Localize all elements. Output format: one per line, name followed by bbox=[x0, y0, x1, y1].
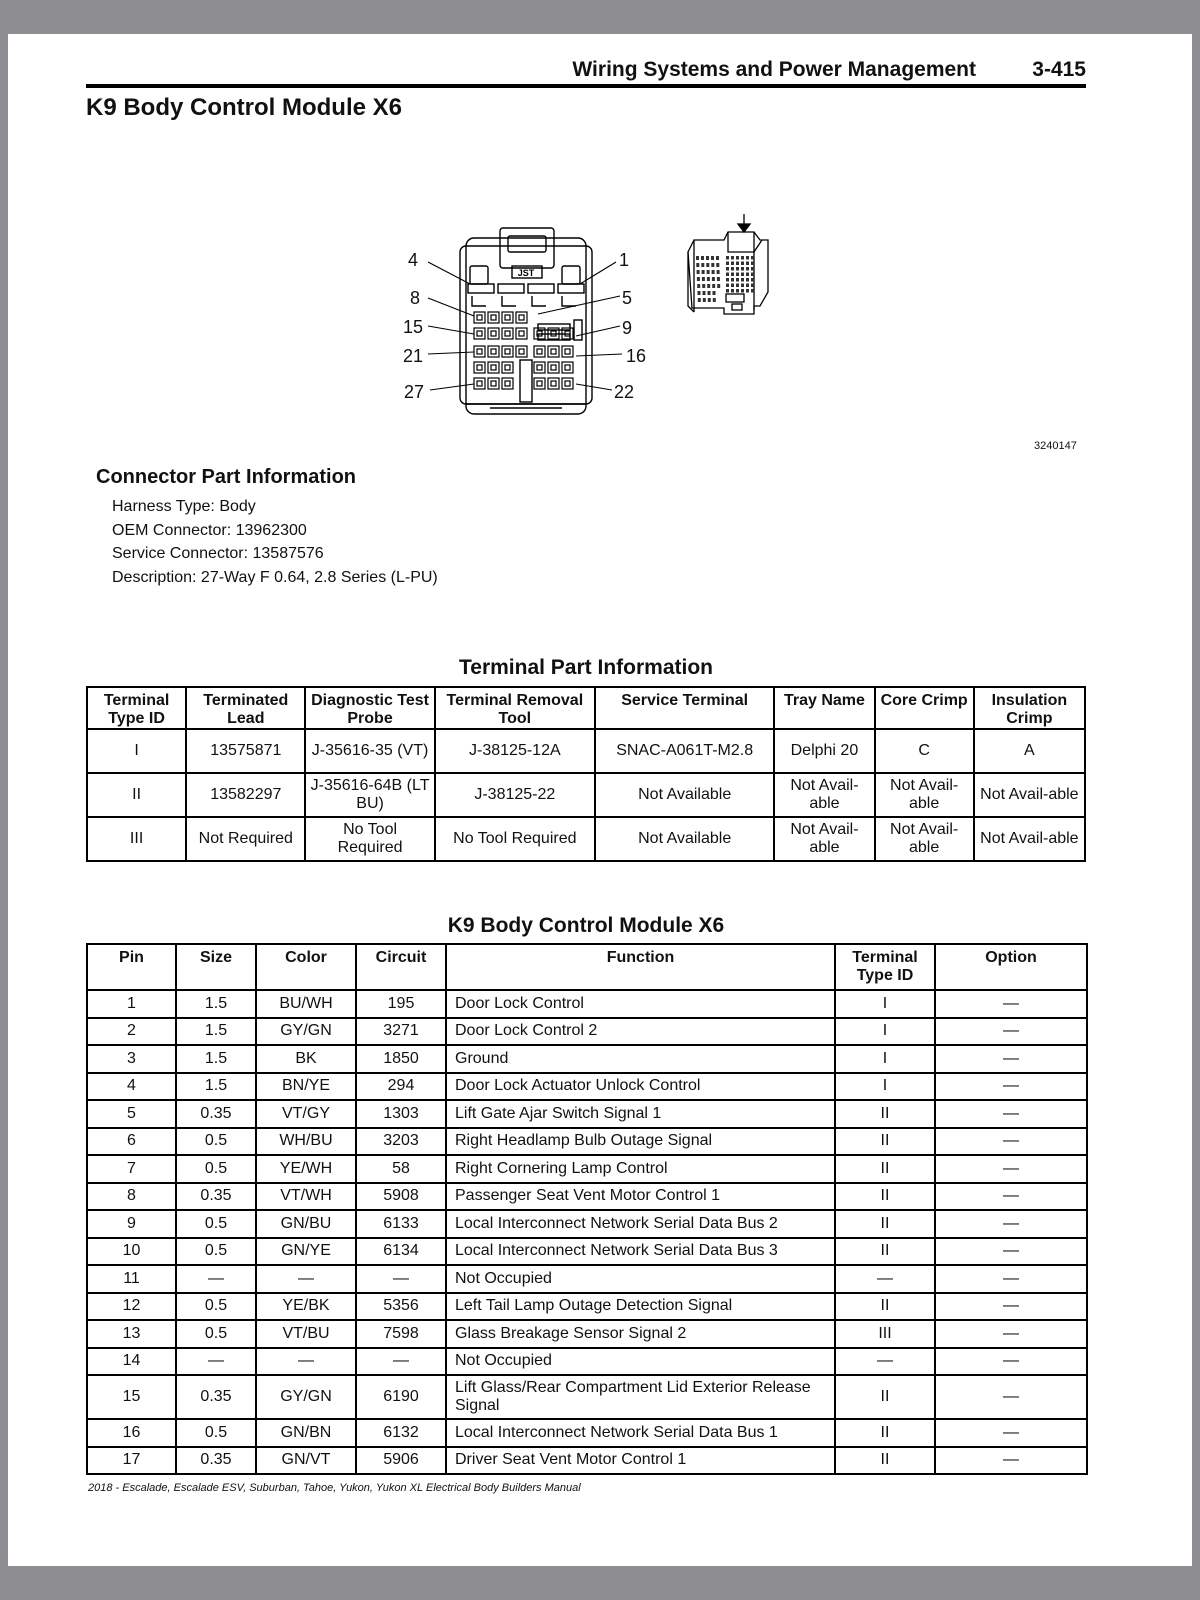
table-cell: II bbox=[835, 1375, 935, 1419]
column-header: Tray Name bbox=[774, 687, 874, 729]
table-cell: — bbox=[256, 1265, 356, 1293]
table-cell: Not Avail-able bbox=[875, 817, 974, 861]
table-cell: 0.5 bbox=[176, 1419, 256, 1447]
page-footer: 2018 - Escalade, Escalade ESV, Suburban, Tahoe, Yukon, Yukon XL Electrical Body Builders Manual bbox=[88, 1482, 581, 1494]
table-cell: Not Avail-able bbox=[875, 773, 974, 817]
table-row bbox=[87, 1183, 1087, 1211]
table-cell: — bbox=[935, 1018, 1087, 1046]
table-cell: 7 bbox=[87, 1155, 176, 1183]
harness-type: Harness Type: Body bbox=[112, 498, 256, 515]
table-cell: II bbox=[835, 1183, 935, 1211]
leader-lines bbox=[428, 262, 622, 390]
table-cell: GN/VT bbox=[256, 1447, 356, 1475]
table-cell: 13 bbox=[87, 1320, 176, 1348]
table-cell: II bbox=[87, 773, 186, 817]
table-cell: Not Required bbox=[186, 817, 305, 861]
table-cell: J-38125-22 bbox=[435, 773, 595, 817]
table-cell: I bbox=[835, 1018, 935, 1046]
table-cell: — bbox=[835, 1265, 935, 1293]
terminal-part-table bbox=[86, 686, 1086, 862]
table-cell: 11 bbox=[87, 1265, 176, 1293]
pin-label-22: 22 bbox=[614, 382, 635, 402]
table-cell: 12 bbox=[87, 1293, 176, 1321]
table-cell: Left Tail Lamp Outage Detection Signal bbox=[446, 1293, 835, 1321]
table-cell: Not Occupied bbox=[446, 1265, 835, 1293]
table-cell: GN/YE bbox=[256, 1238, 356, 1266]
table-cell: III bbox=[87, 817, 186, 861]
table-cell: 1.5 bbox=[176, 1045, 256, 1073]
table-cell: BU/WH bbox=[256, 990, 356, 1018]
table-cell: Local Interconnect Network Serial Data Bus 3 bbox=[446, 1238, 835, 1266]
connector-info-title: Connector Part Information bbox=[96, 466, 357, 488]
table-cell: II bbox=[835, 1128, 935, 1156]
table-row bbox=[87, 990, 1087, 1018]
column-header: Insulation Crimp bbox=[974, 687, 1085, 729]
table-cell: — bbox=[935, 1128, 1087, 1156]
table-cell: 6134 bbox=[356, 1238, 446, 1266]
perspective-cavities bbox=[696, 256, 754, 302]
table-row bbox=[87, 1320, 1087, 1348]
table-cell: 195 bbox=[356, 990, 446, 1018]
table-cell: 0.5 bbox=[176, 1238, 256, 1266]
table-cell: No Tool Required bbox=[435, 817, 595, 861]
column-header: Terminal Type ID bbox=[835, 944, 935, 990]
table-cell: II bbox=[835, 1100, 935, 1128]
table-cell: Not Avail-able bbox=[974, 817, 1085, 861]
table-cell: II bbox=[835, 1293, 935, 1321]
table-row bbox=[87, 1375, 1087, 1419]
table-cell: GY/GN bbox=[256, 1018, 356, 1046]
column-header: Diagnostic Test Probe bbox=[305, 687, 434, 729]
table-cell: 0.5 bbox=[176, 1320, 256, 1348]
table-cell: — bbox=[935, 1447, 1087, 1475]
table-cell: 1.5 bbox=[176, 1018, 256, 1046]
section-title: Wiring Systems and Power Management bbox=[572, 58, 976, 81]
table-cell: 3271 bbox=[356, 1018, 446, 1046]
table-cell: I bbox=[835, 990, 935, 1018]
figure-id: 3240147 bbox=[1034, 440, 1077, 452]
table-cell: BK bbox=[256, 1045, 356, 1073]
table-cell: 4 bbox=[87, 1073, 176, 1101]
table-cell: YE/BK bbox=[256, 1293, 356, 1321]
table-cell: Not Available bbox=[595, 773, 774, 817]
connector-diagram bbox=[390, 176, 810, 436]
table-cell: VT/BU bbox=[256, 1320, 356, 1348]
table-cell: C bbox=[875, 729, 974, 773]
table-cell: J-35616-35 (VT) bbox=[305, 729, 434, 773]
terminal-table-title: Terminal Part Information bbox=[459, 656, 713, 679]
table-cell: 14 bbox=[87, 1348, 176, 1376]
table-row bbox=[87, 1293, 1087, 1321]
table-cell: 5908 bbox=[356, 1183, 446, 1211]
pin-label-16: 16 bbox=[626, 346, 647, 366]
table-cell: Door Lock Control 2 bbox=[446, 1018, 835, 1046]
table-cell: 1.5 bbox=[176, 990, 256, 1018]
column-header: Pin bbox=[87, 944, 176, 990]
table-cell: 8 bbox=[87, 1183, 176, 1211]
table-row bbox=[87, 1155, 1087, 1183]
pin-table bbox=[86, 943, 1088, 1475]
table-cell: 0.5 bbox=[176, 1293, 256, 1321]
table-cell: 1.5 bbox=[176, 1073, 256, 1101]
table-cell: Door Lock Actuator Unlock Control bbox=[446, 1073, 835, 1101]
table-cell: — bbox=[935, 990, 1087, 1018]
table-cell: 13575871 bbox=[186, 729, 305, 773]
table-cell: — bbox=[935, 1073, 1087, 1101]
table-cell: Right Headlamp Bulb Outage Signal bbox=[446, 1128, 835, 1156]
pin-label-4: 4 bbox=[408, 250, 419, 270]
table-row bbox=[87, 1100, 1087, 1128]
table-cell: — bbox=[935, 1419, 1087, 1447]
table-cell: Not Occupied bbox=[446, 1348, 835, 1376]
pin-label-21: 21 bbox=[403, 346, 424, 366]
table-cell: — bbox=[356, 1348, 446, 1376]
table-cell: II bbox=[835, 1447, 935, 1475]
table-cell: — bbox=[935, 1293, 1087, 1321]
table-cell: 1 bbox=[87, 990, 176, 1018]
table-cell: GN/BN bbox=[256, 1419, 356, 1447]
column-header: Service Terminal bbox=[595, 687, 774, 729]
table-cell: Ground bbox=[446, 1045, 835, 1073]
table-cell: VT/WH bbox=[256, 1183, 356, 1211]
column-header: Core Crimp bbox=[875, 687, 974, 729]
table-cell: SNAC-A061T-M2.8 bbox=[595, 729, 774, 773]
table-cell: 15 bbox=[87, 1375, 176, 1419]
table-cell: Lift Glass/Rear Compartment Lid Exterior Release Signal bbox=[446, 1375, 835, 1419]
table-row bbox=[87, 773, 1085, 817]
table-cell: Local Interconnect Network Serial Data Bus 1 bbox=[446, 1419, 835, 1447]
page-number: 3-415 bbox=[1032, 58, 1086, 81]
table-row bbox=[87, 1238, 1087, 1266]
table-cell: — bbox=[935, 1348, 1087, 1376]
table-cell: Lift Gate Ajar Switch Signal 1 bbox=[446, 1100, 835, 1128]
table-cell: Local Interconnect Network Serial Data Bus 2 bbox=[446, 1210, 835, 1238]
table-cell: 0.35 bbox=[176, 1183, 256, 1211]
table-cell: — bbox=[935, 1375, 1087, 1419]
table-cell: 2 bbox=[87, 1018, 176, 1046]
connector-description: Description: 27-Way F 0.64, 2.8 Series (L-PU) bbox=[112, 568, 438, 586]
pin-label-15: 15 bbox=[403, 317, 424, 337]
column-header: Terminal Removal Tool bbox=[435, 687, 595, 729]
table-cell: I bbox=[87, 729, 186, 773]
pin-label-1: 1 bbox=[619, 250, 630, 270]
pin-label-27: 27 bbox=[404, 382, 425, 402]
table-cell: 9 bbox=[87, 1210, 176, 1238]
column-header: Color bbox=[256, 944, 356, 990]
pin-label-9: 9 bbox=[622, 318, 633, 338]
table-cell: — bbox=[935, 1210, 1087, 1238]
table-cell: 16 bbox=[87, 1419, 176, 1447]
table-cell: I bbox=[835, 1073, 935, 1101]
table-cell: 5906 bbox=[356, 1447, 446, 1475]
table-row bbox=[87, 1447, 1087, 1475]
terminal-table-header bbox=[87, 687, 1085, 729]
table-cell: 5356 bbox=[356, 1293, 446, 1321]
table-cell: Not Avail-able bbox=[774, 773, 874, 817]
table-cell: 1303 bbox=[356, 1100, 446, 1128]
table-row bbox=[87, 1073, 1087, 1101]
table-cell: Delphi 20 bbox=[774, 729, 874, 773]
table-cell: — bbox=[935, 1183, 1087, 1211]
table-cell: Not Avail-able bbox=[974, 773, 1085, 817]
table-row bbox=[87, 729, 1085, 773]
table-cell: 3203 bbox=[356, 1128, 446, 1156]
table-cell: — bbox=[935, 1045, 1087, 1073]
table-cell: Right Cornering Lamp Control bbox=[446, 1155, 835, 1183]
table-row bbox=[87, 817, 1085, 861]
column-header: Function bbox=[446, 944, 835, 990]
table-cell: II bbox=[835, 1155, 935, 1183]
table-cell: 0.5 bbox=[176, 1155, 256, 1183]
table-cell: 13582297 bbox=[186, 773, 305, 817]
table-cell: — bbox=[176, 1348, 256, 1376]
table-cell: Door Lock Control bbox=[446, 990, 835, 1018]
table-cell: III bbox=[835, 1320, 935, 1348]
service-connector: Service Connector: 13587576 bbox=[112, 545, 324, 562]
column-header: Size bbox=[176, 944, 256, 990]
table-cell: J-35616-64B (LT BU) bbox=[305, 773, 434, 817]
table-cell: Driver Seat Vent Motor Control 1 bbox=[446, 1447, 835, 1475]
table-cell: II bbox=[835, 1210, 935, 1238]
oem-connector: OEM Connector: 13962300 bbox=[112, 521, 307, 539]
table-row bbox=[87, 1045, 1087, 1073]
table-cell: Passenger Seat Vent Motor Control 1 bbox=[446, 1183, 835, 1211]
table-cell: — bbox=[935, 1100, 1087, 1128]
table-cell: 0.5 bbox=[176, 1210, 256, 1238]
table-row bbox=[87, 1210, 1087, 1238]
pin-table-header bbox=[87, 944, 1087, 990]
table-cell: Not Available bbox=[595, 817, 774, 861]
table-cell: — bbox=[356, 1265, 446, 1293]
table-cell: — bbox=[835, 1348, 935, 1376]
table-row bbox=[87, 1265, 1087, 1293]
table-cell: YE/WH bbox=[256, 1155, 356, 1183]
table-cell: 17 bbox=[87, 1447, 176, 1475]
table-cell: — bbox=[935, 1320, 1087, 1348]
table-cell: 6 bbox=[87, 1128, 176, 1156]
table-cell: Glass Breakage Sensor Signal 2 bbox=[446, 1320, 835, 1348]
page-title: K9 Body Control Module X6 bbox=[86, 94, 403, 121]
page-header bbox=[86, 56, 1086, 88]
table-cell: 0.5 bbox=[176, 1128, 256, 1156]
table-cell: 294 bbox=[356, 1073, 446, 1101]
pin-label-8: 8 bbox=[410, 288, 421, 308]
pin-table-title: K9 Body Control Module X6 bbox=[447, 914, 725, 937]
table-cell: 6132 bbox=[356, 1419, 446, 1447]
table-cell: Not Avail-able bbox=[774, 817, 874, 861]
table-cell: 10 bbox=[87, 1238, 176, 1266]
brand-mark: JST bbox=[517, 268, 535, 278]
table-cell: 0.35 bbox=[176, 1375, 256, 1419]
table-cell: II bbox=[835, 1238, 935, 1266]
table-row bbox=[87, 1018, 1087, 1046]
table-cell: 0.35 bbox=[176, 1100, 256, 1128]
table-cell: GY/GN bbox=[256, 1375, 356, 1419]
table-cell: 6133 bbox=[356, 1210, 446, 1238]
table-cell: 5 bbox=[87, 1100, 176, 1128]
table-cell: II bbox=[835, 1419, 935, 1447]
table-cell: 0.35 bbox=[176, 1447, 256, 1475]
column-header: Circuit bbox=[356, 944, 446, 990]
table-cell: BN/YE bbox=[256, 1073, 356, 1101]
table-cell: — bbox=[935, 1238, 1087, 1266]
table-cell: VT/GY bbox=[256, 1100, 356, 1128]
table-cell: 6190 bbox=[356, 1375, 446, 1419]
column-header: Option bbox=[935, 944, 1087, 990]
table-cell: No Tool Required bbox=[305, 817, 434, 861]
table-row bbox=[87, 1419, 1087, 1447]
table-cell: — bbox=[935, 1155, 1087, 1183]
table-cell: — bbox=[176, 1265, 256, 1293]
column-header: Terminated Lead bbox=[186, 687, 305, 729]
table-cell: 7598 bbox=[356, 1320, 446, 1348]
table-row bbox=[87, 1348, 1087, 1376]
table-cell: GN/BU bbox=[256, 1210, 356, 1238]
table-cell: — bbox=[256, 1348, 356, 1376]
table-row bbox=[87, 1128, 1087, 1156]
table-cell: WH/BU bbox=[256, 1128, 356, 1156]
table-cell: J-38125-12A bbox=[435, 729, 595, 773]
table-cell: — bbox=[935, 1265, 1087, 1293]
table-cell: 58 bbox=[356, 1155, 446, 1183]
table-cell: 3 bbox=[87, 1045, 176, 1073]
pin-label-5: 5 bbox=[622, 288, 633, 308]
table-cell: A bbox=[974, 729, 1085, 773]
table-cell: 1850 bbox=[356, 1045, 446, 1073]
connector-part-information bbox=[96, 466, 438, 589]
column-header: Terminal Type ID bbox=[87, 687, 186, 729]
table-cell: I bbox=[835, 1045, 935, 1073]
